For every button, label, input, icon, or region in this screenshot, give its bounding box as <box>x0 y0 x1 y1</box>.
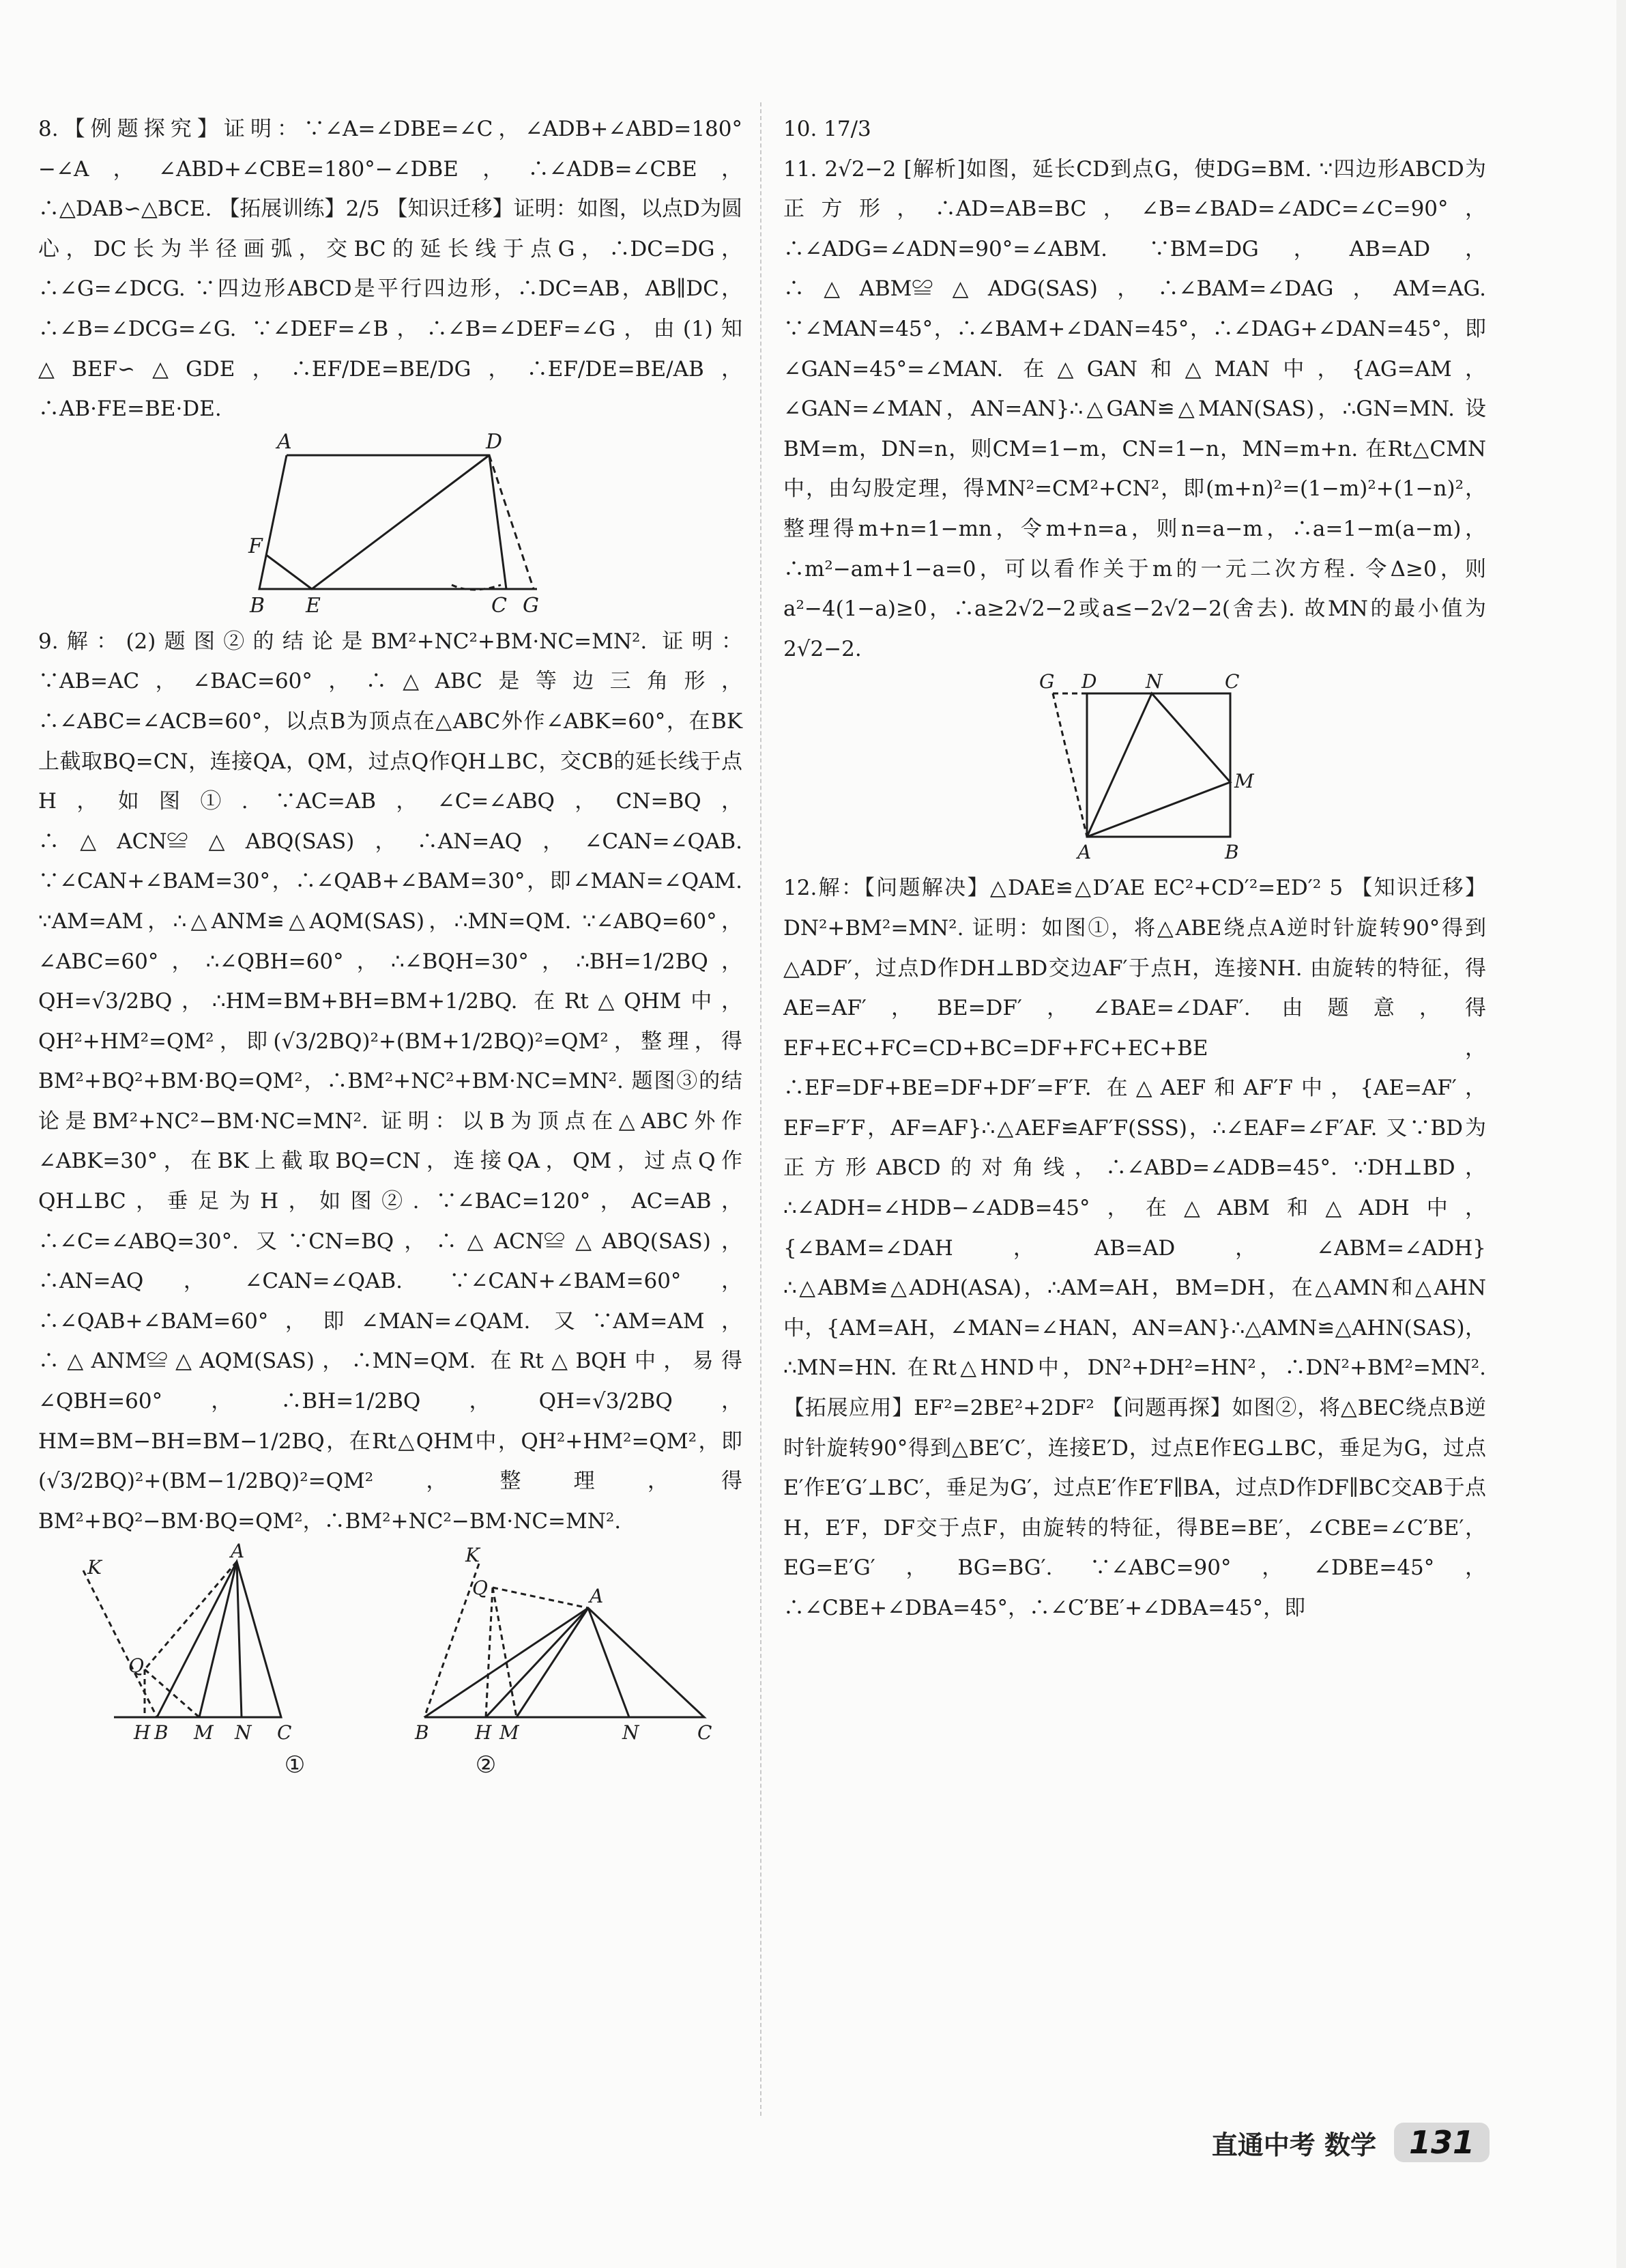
caption-2: ② <box>475 1751 497 1779</box>
fig8-label: A <box>277 429 292 454</box>
figure-captions <box>199 1751 581 1779</box>
left-column <box>38 109 742 1779</box>
fig11-label: B <box>1225 841 1239 864</box>
fig9b-label: Q <box>472 1577 488 1600</box>
answer-8: 8.【例题探究】证明：∵∠A=∠DBE=∠C，∠ADB+∠ABD=180°−∠A，∠ABD+∠CBE=180°−∠DBE，∴∠ADB=∠CBE，∴△DAB∽△BCE. 【拓展训练】2/5 【知识迁移】证明：如图，以点D为圆心，DC长为半径画弧，交BC的延长线于点G，∴DC=DG，∴∠G=∠DCG. ∵四边形ABCD是平行四边形，∴DC=AB，AB∥DC，∴∠B=∠DCG=∠G. ∵∠DEF=∠B，∴∠B=∠DEF=∠G，由(1)知△BEF∽△GDE，∴EF/DE=BE/DG，∴EF/DE=BE/AB，∴AB·FE=BE·DE. <box>38 117 742 422</box>
fig8-label: C <box>491 593 507 618</box>
figure-9-2 <box>404 1544 718 1751</box>
fig8-arc-dg <box>489 455 534 589</box>
fig9a-label: Q <box>128 1654 144 1678</box>
fig9a-label: M <box>194 1721 214 1745</box>
fig9b-label: C <box>697 1721 712 1745</box>
fig11-label: N <box>1146 670 1163 693</box>
fig8-parallelogram <box>259 455 506 589</box>
fig8-label: B <box>250 593 265 618</box>
fig9a-label: C <box>277 1721 292 1745</box>
fig9b-label: K <box>465 1544 480 1567</box>
answer-10: 10. 17/3 <box>783 117 871 141</box>
fig9a-label: H <box>134 1721 151 1745</box>
fig9b-label: H <box>475 1721 492 1745</box>
fig9b-label: N <box>622 1721 639 1745</box>
fig9a-label: A <box>231 1540 245 1563</box>
fig11-label: C <box>1225 670 1240 693</box>
fig11-label: M <box>1234 770 1254 793</box>
answer-12: 12.解：【问题解决】△DAE≌△D′AE EC²+CD′²=ED′² 5 【知识迁移】DN²+BM²=MN². 证明：如图①，将△ABE绕点A逆时针旋转90°得到△ADF′，过点D作DH⊥BD交边AF′于点H，连接NH. 由旋转的特征，得AE=AF′，BE=DF′，∠BAE=∠DAF′. 由题意，得EF+EC+FC=CD+BC=DF+FC+EC+BE，∴EF=DF+BE=DF+DF′=F′F. 在△AEF和AF′F中，{AE=AF′，EF=F′F，AF=AF}∴△AEF≌AF′F(SSS)，∴∠EAF=∠F′AF. 又∵BD为正方形ABCD的对角线，∴∠ABD=∠ADB=45°. ∵DH⊥BD，∴∠ADH=∠HDB−∠ADB=45°，在△ABM和△ADH中，{∠BAM=∠DAH，AB=AD，∠ABM=∠ADH}∴△ABM≌△ADH(ASA)，∴AM=AH，BM=DH，在△AMN和△AHN中，{AM=AH，∠MAN=∠HAN，AN=AN}∴△AMN≌△AHN(SAS)，∴MN=HN. 在Rt△HND中，DN²+DH²=HN²，∴DN²+BM²=MN². 【拓展应用】EF²=2BE²+2DF² 【问题再探】如图②，将△BEC绕点B逆时针旋转90°得到△BE′C′，连接E′D，过点E作EG⊥BC，垂足为G，过点E′作E′G′⊥BC′，垂足为G′，过点E′作E′F∥BA，过点D作DF∥BC交AB于点H，E′F，DF交于点F，由旋转的特征，得BE=BE′，∠CBE=∠C′BE′，EG=E′G′，BG=BG′. ∵∠ABC=90°，∠DBE=45°，∴∠CBE+∠DBA=45°，∴∠C′BE′+∠DBA=45°，即 <box>783 876 1486 1620</box>
figures-9 <box>38 1540 742 1751</box>
answer-11: 11. 2√2−2 [解析]如图，延长CD到点G，使DG=BM. ∵四边形ABCD为正方形，∴AD=AB=BC，∠B=∠BAD=∠ADC=∠C=90°，∴∠ADG=∠ADN=90°=∠ABM. ∵BM=DG，AB=AD，∴△ABM≌△ADG(SAS)，∴∠BAM=∠DAG，AM=AG. ∵∠MAN=45°，∴∠BAM+∠DAN=45°，∴∠DAG+∠DAN=45°，即∠GAN=45°=∠MAN. 在△GAN和△MAN中，{AG=AM，∠GAN=∠MAN，AN=AN}∴△GAN≌△MAN(SAS)，∴GN=MN. 设BM=m，DN=n，则CM=1−m，CN=1−n，MN=m+n. 在Rt△CMN中，由勾股定理，得MN²=CM²+CN²，即(m+n)²=(1−m)²+(1−n)²，整理得m+n=1−mn，令m+n=a，则n=a−m，∴a=1−m(a−m)，∴m²−am+1−a=0，可以看作关于m的一元二次方程. 令Δ≥0，则a²−4(1−a)≥0，∴a≥2√2−2或a≤−2√2−2(舍去). 故MN的最小值为2√2−2. <box>783 156 1486 661</box>
figure-8 <box>247 429 539 618</box>
right-column <box>783 109 1486 1628</box>
answer-9: 9.解：(2)题图②的结论是BM²+NC²+BM·NC=MN². 证明：∵AB=AC，∠BAC=60°，∴△ABC是等边三角形，∴∠ABC=∠ACB=60°，以点B为顶点在△ABC外作∠ABK=60°，在BK上截取BQ=CN，连接QA，QM，过点Q作QH⊥BC，交CB的延长线于点H，如图①. ∵AC=AB，∠C=∠ABQ，CN=BQ，∴△ACN≌△ABQ(SAS)，∴AN=AQ，∠CAN=∠QAB. ∵∠CAN+∠BAM=30°，∴∠QAB+∠BAM=30°，即∠MAN=∠QAM. ∵AM=AM，∴△ANM≌△AQM(SAS)，∴MN=QM. ∵∠ABQ=60°，∠ABC=60°，∴∠QBH=60°，∴∠BQH=30°，∴BH=1/2BQ，QH=√3/2BQ，∴HM=BM+BH=BM+1/2BQ. 在Rt△QHM中，QH²+HM²=QM²，即(√3/2BQ)²+(BM+1/2BQ)²=QM²，整理，得BM²+BQ²+BM·BQ=QM²，∴BM²+NC²+BM·NC=MN². 题图③的结论是BM²+NC²−BM·NC=MN². 证明：以B为顶点在△ABC外作∠ABK=30°，在BK上截取BQ=CN，连接QA，QM，过点Q作QH⊥BC，垂足为H，如图②. ∵∠BAC=120°，AC=AB，∴∠C=∠ABQ=30°. 又∵CN=BQ，∴△ACN≌△ABQ(SAS)，∴AN=AQ，∠CAN=∠QAB. ∵∠CAN+∠BAM=60°，∴∠QAB+∠BAM=60°，即∠MAN=∠QAM. 又∵AM=AM，∴△ANM≌△AQM(SAS)，∴MN=QM. 在Rt△BQH中，易得∠QBH=60°，∴BH=1/2BQ，QH=√3/2BQ，HM=BM−BH=BM−1/2BQ，在Rt△QHM中，QH²+HM²=QM²，即(√3/2BQ)²+(BM−1/2BQ)²=QM²，整理，得BM²+BQ²−BM·BQ=QM²，∴BM²+NC²−BM·NC=MN². <box>38 629 742 1534</box>
page-number: 131 <box>1394 2123 1490 2162</box>
figure-11 <box>1026 670 1254 864</box>
column-divider <box>760 102 761 2116</box>
fig11-label: D <box>1081 670 1097 693</box>
caption-1: ① <box>284 1751 306 1779</box>
fig11-label: G <box>1039 670 1055 693</box>
fig9b-label: M <box>499 1721 519 1745</box>
page-edge <box>1616 0 1626 2268</box>
fig9a-label: K <box>87 1556 102 1579</box>
fig8-label: F <box>248 534 263 558</box>
fig8-line-fe <box>266 455 489 589</box>
footer-book-title: 直通中考 数学 <box>1211 2129 1376 2160</box>
fig9b-label: B <box>415 1721 429 1745</box>
fig9a-label: B <box>154 1721 169 1745</box>
fig8-label: D <box>486 429 503 454</box>
figure-9-1 <box>63 1540 363 1751</box>
fig11-label: A <box>1077 841 1092 864</box>
fig9a-label: N <box>235 1721 252 1745</box>
fig9b-label: A <box>590 1585 604 1608</box>
fig8-label: G <box>523 593 539 618</box>
page-footer <box>1212 2123 1490 2162</box>
fig8-label: E <box>306 593 321 618</box>
